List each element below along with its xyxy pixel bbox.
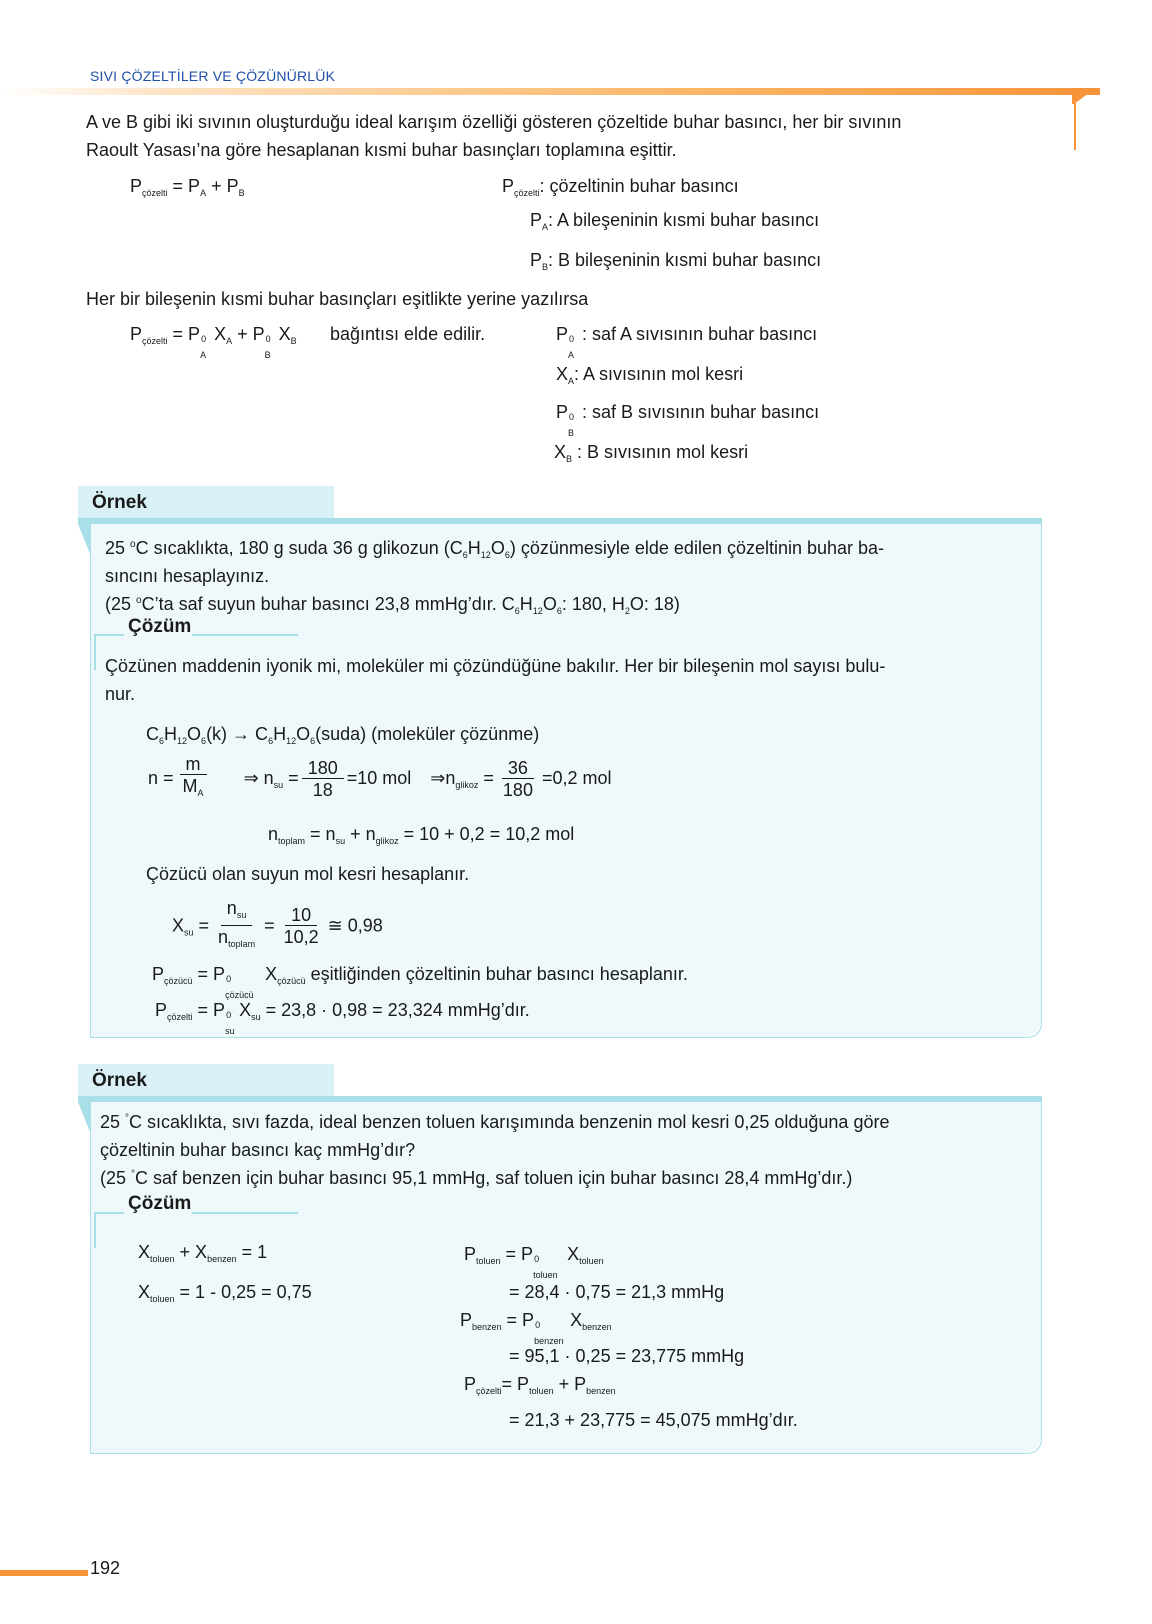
legend-x-b: $X_B$ : B sıvısının mol kesri — [554, 442, 749, 464]
example-1-tab: Örnek — [78, 486, 334, 518]
water-mole-fraction: $X_{su}$ = $\frac{n_{su}}{n_{toplam}}$ = $\frac{10}{10,2}$ ≅ 0,98 — [172, 898, 383, 949]
example-2-given-data: (25 °C saf benzen için buhar basıncı 95,1 mmHg, saf toluen için buhar basıncı 28,4 mmHg’dır.) — [100, 1168, 853, 1188]
legend-p-solution: $P_{çözelti}$: çözeltinin buhar basıncı — [502, 176, 739, 198]
example-2-question-line-1: 25 °C sıcaklıkta, sıvı fazda, ideal benzen toluen karışımında benzenin mol kesri 0,25 olduğuna göre — [100, 1112, 890, 1132]
example-1-notch — [78, 524, 90, 554]
example-2-final-answer: = 21,3 + 23,775 = 45,075 mmHg’dır. — [509, 1410, 798, 1430]
solution-rule-left — [94, 634, 124, 636]
example-1-solution-label: Çözüm — [128, 616, 192, 637]
solution-rule-right — [192, 1212, 298, 1214]
example-1-question-line-1: 25 $^o$C sıcaklıkta, 180 g suda 36 g glikozun $(C_6H_{12}O_6)$ çözünmesiyle elde edilen çözeltinin buhar ba- — [105, 538, 885, 560]
legend-p-a: $P_A$: A bileşeninin kısmi buhar basıncı — [530, 210, 820, 232]
paragraph-substitution: Her bir bileşenin kısmi buhar basınçları eşitlikte yerine yazılırsa — [86, 289, 589, 309]
chapter-title: SIVI ÇÖZELTİLER VE ÇÖZÜNÜRLÜK — [90, 68, 336, 84]
example-2-notch — [78, 1102, 90, 1132]
intro-line-2: Raoult Yasası’na göre hesaplanan kısmi buhar basınçları toplamına eşittir. — [86, 140, 677, 160]
toluene-mole-fraction: $X_{toluen} = 1 - 0,25 = 0,75$ — [138, 1282, 312, 1304]
benzene-pressure-calc: = 95,1 · 0,25 = 23,775 mmHg — [509, 1346, 745, 1366]
total-pressure-formula: $P_{çözelti}= P_{toluen} + P_{benzen}$ — [464, 1374, 616, 1396]
total-moles: $n_{toplam} = n_{su} + n_{glikoz} = 10 + 0,2 = 10,2$ mol — [268, 824, 575, 846]
solution-rule-vertical — [94, 1212, 96, 1248]
example-2-solution-label: Çözüm — [128, 1193, 192, 1214]
solvent-pressure-formula: $P_{çözücü} = P$ 0 çözücü $X_{çözücü}$ eşitliğinden çözeltinin buhar basıncı hesaplanır. — [152, 964, 688, 1000]
benzene-pressure-formula: $P_{benzen} = P$ 0 benzen $X_{benzen}$ — [460, 1310, 612, 1346]
mole-calculation: n = $\frac{m}{M_A}$ ⇒ $n_{su}$ = $\frac{180}{18}$ =10 mol $\Rightarrow n_{glikoz}$ = $\frac{36}{180}$ =0,2 mol — [148, 754, 612, 800]
example-2-tab: Örnek — [78, 1064, 334, 1096]
example-1-final-answer: $P_{çözelti} = P$ 0 su $X_{su} = 23,8 \cdot 0,98 = 23,324$ mmHg’dır. — [155, 1000, 530, 1036]
dissolution-reaction: $C_6H_{12}O_6(k)$ → $C_6H_{12}O_6(suda)$ (moleküler çözünme) — [146, 724, 540, 746]
header-gradient-bar — [0, 88, 1100, 95]
solution-rule-vertical — [94, 634, 96, 670]
formula-raoult-suffix: bağıntısı elde edilir. — [330, 324, 486, 344]
solution-rule-right — [192, 634, 298, 636]
mole-fraction-intro: Çözücü olan suyun mol kesri hesaplanır. — [146, 864, 470, 884]
mole-fraction-sum: $X_{toluen} + X_{benzen} = 1$ — [138, 1242, 268, 1264]
formula-raoult: $P_{çözelti} = P$ 0 A $X_A + P$ 0 B $X_B$ — [130, 324, 297, 360]
toluene-pressure-formula: $P_{toluen} = P$ 0 toluen $X_{toluen}$ — [464, 1244, 604, 1280]
solution-1-line-1: Çözünen maddenin iyonik mi, moleküler mi çözündüğüne bakılır. Her bir bileşenin mol sayısı bulu- — [105, 656, 886, 676]
formula-total-pressure: $P_{çözelti} = P_A + P_B$ — [130, 176, 245, 198]
example-2-question-line-2: çözeltinin buhar basıncı kaç mmHg’dır? — [100, 1140, 416, 1160]
legend-p0-b: P 0 B : saf B sıvısının buhar basıncı — [556, 402, 820, 438]
solution-1-line-2: nur. — [105, 684, 136, 704]
legend-p-b: $P_B$: B bileşeninin kısmi buhar basıncı — [530, 250, 822, 272]
page-number: 192 — [90, 1558, 121, 1578]
legend-x-a: $X_A$: A sıvısının mol kesri — [556, 364, 744, 386]
example-1-given-data: (25 $^o$C’ta saf suyun buhar basıncı 23,8 mmHg’dır. $C_6H_{12}O_6$: 180, $H_2O$: 18) — [105, 594, 680, 616]
intro-line-1: A ve B gibi iki sıvının oluşturduğu ideal karışım özelliği gösteren çözeltide buhar basıncı, her bir sıvının — [86, 112, 902, 132]
page-number-accent-bar — [0, 1570, 88, 1576]
legend-p0-a: P 0 A : saf A sıvısının buhar basıncı — [556, 324, 818, 360]
toluene-pressure-calc: = 28,4 · 0,75 = 21,3 mmHg — [509, 1282, 725, 1302]
header-vertical-rule — [1074, 95, 1076, 150]
solution-rule-left — [94, 1212, 124, 1214]
example-1-question-line-2: sıncını hesaplayınız. — [105, 566, 270, 586]
